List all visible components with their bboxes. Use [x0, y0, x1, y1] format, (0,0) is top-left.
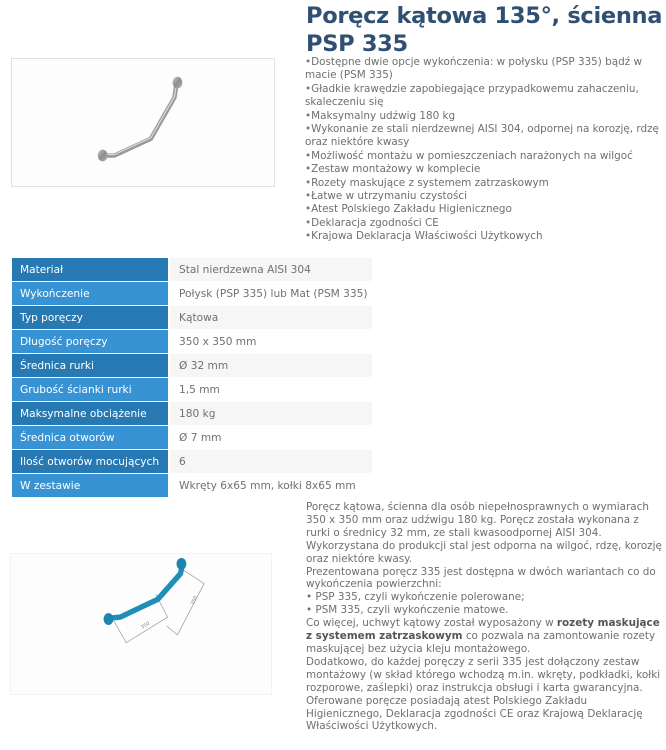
spec-label: W zestawie: [12, 474, 169, 498]
grab-bar-dimension-icon: [11, 554, 271, 694]
spec-row: [12, 354, 372, 378]
feature-item: • Dostępne dwie opcje wykończenia: w połysku (PSP 335) bądź w macie (PSM 335): [305, 56, 665, 83]
spec-row: [12, 450, 372, 474]
product-title-line1: Poręcz kątowa 135°, ścienna: [306, 3, 663, 29]
feature-item: • Gładkie krawędzie zapobiegające przypadkowemu zahaczeniu, skaleczeniu się: [305, 83, 665, 110]
feature-item: • Maksymalny udźwig 180 kg: [305, 110, 665, 123]
product-title: [306, 2, 666, 58]
description-paragraph: Prezentowana poręcz 335 jest dostępna w dwóch wariantach co do wykończenia powierzchni:: [306, 565, 656, 591]
product-photo: [11, 58, 275, 187]
feature-list: [305, 56, 665, 244]
dimension-drawing: [10, 553, 272, 695]
spec-label: Wykończenie: [12, 282, 169, 306]
product-title-line2: PSP 335: [306, 31, 408, 57]
spec-row: [12, 426, 372, 450]
feature-item: • Rozety maskujące z systemem zatrzaskowym: [305, 177, 665, 190]
feature-item: • Możliwość montażu w pomieszczeniach narażonych na wilgoć: [305, 150, 665, 163]
spec-label: Długość poręczy: [12, 330, 169, 354]
description-paragraph: Poręcz kątowa, ścienna dla osób niepełnosprawnych o wymiarach 350 x 350 mm oraz udźwigu 180 kg. Poręcz została wykonana z rurki o średnicy 32 mm, ze stali kwasoodpornej AISI 304. Wykorzystana do produkcji stal jest odporna na wilgoć, rdzę, korozję oraz niektóre kwasy.: [306, 501, 662, 565]
spec-label: Maksymalne obciążenie: [12, 402, 169, 426]
spec-value: 350 x 350 mm: [169, 330, 372, 354]
spec-label: Średnica otworów: [12, 426, 169, 450]
spec-row: [12, 258, 372, 282]
feature-item: • Krajowa Deklaracja Właściwości Użytkowych: [305, 230, 665, 243]
spec-label: Typ poręczy: [12, 306, 169, 330]
spec-row: [12, 402, 372, 426]
feature-item: • Wykonanie ze stali nierdzewnej AISI 304, odpornej na korozję, rdzę oraz niektóre kwasy: [305, 123, 665, 150]
spec-value: Ø 7 mm: [169, 426, 372, 450]
spec-row: [12, 378, 372, 402]
variant-item: • PSM 335, czyli wykończenie matowe.: [306, 604, 509, 617]
spec-value: Stal nierdzewna AISI 304: [169, 258, 372, 282]
description-text: co pozwala na zamontowanie rozety maskującej bez użycia kleju montażowego.: [306, 630, 656, 655]
dim-label-a: 350: [139, 620, 152, 631]
spec-label: Średnica rurki: [12, 354, 169, 378]
spec-value: Kątowa: [169, 306, 372, 330]
feature-item: • Atest Polskiego Zakładu Higienicznego: [305, 203, 665, 216]
feature-item: • Łatwe w utrzymaniu czystości: [305, 190, 665, 203]
spec-value: 6: [169, 450, 372, 474]
spec-value: 1,5 mm: [169, 378, 372, 402]
spec-row: [12, 330, 372, 354]
spec-value: Połysk (PSP 335) lub Mat (PSM 335): [169, 282, 372, 306]
feature-item: • Zestaw montażowy w komplecie: [305, 163, 665, 176]
spec-table: [12, 258, 372, 498]
spec-label: Materiał: [12, 258, 169, 282]
description-text: Co więcej, uchwyt kątowy został wyposażony w: [306, 617, 557, 630]
description-paragraph: Dodatkowo, do każdej poręczy z serii 335 jest dołączony zestaw montażowy (w skład którego wchodzą m.in. wkręty, podkładki, kołki rozporowe, zaślepki) oraz instrukcja obsługi i karta gwarancyjna. Oferowane poręcze posiadają atest Polskiego Zakładu Higienicznego, Deklaracja zgodności CE oraz Krajową Deklarację Właściwości Użytkowych.: [306, 655, 661, 733]
spec-row: [12, 282, 372, 306]
variant-item: • PSP 335, czyli wykończenie polerowane;: [306, 591, 525, 604]
spec-value: Ø 32 mm: [169, 354, 372, 378]
spec-row: [12, 474, 372, 498]
dim-label-b: 350: [189, 595, 200, 607]
spec-value: Wkręty 6x65 mm, kołki 8x65 mm: [169, 474, 372, 498]
product-description: [306, 501, 666, 733]
spec-value: 180 kg: [169, 402, 372, 426]
description-paragraph: [306, 617, 666, 656]
grab-bar-steel-icon: [12, 59, 274, 186]
description-highlight: rozety maskujące z systemem zatrzaskowym: [306, 617, 660, 643]
spec-row: [12, 306, 372, 330]
spec-label: Grubość ścianki rurki: [12, 378, 169, 402]
feature-item: • Deklaracja zgodności CE: [305, 217, 665, 230]
spec-label: Ilość otworów mocujących: [12, 450, 169, 474]
